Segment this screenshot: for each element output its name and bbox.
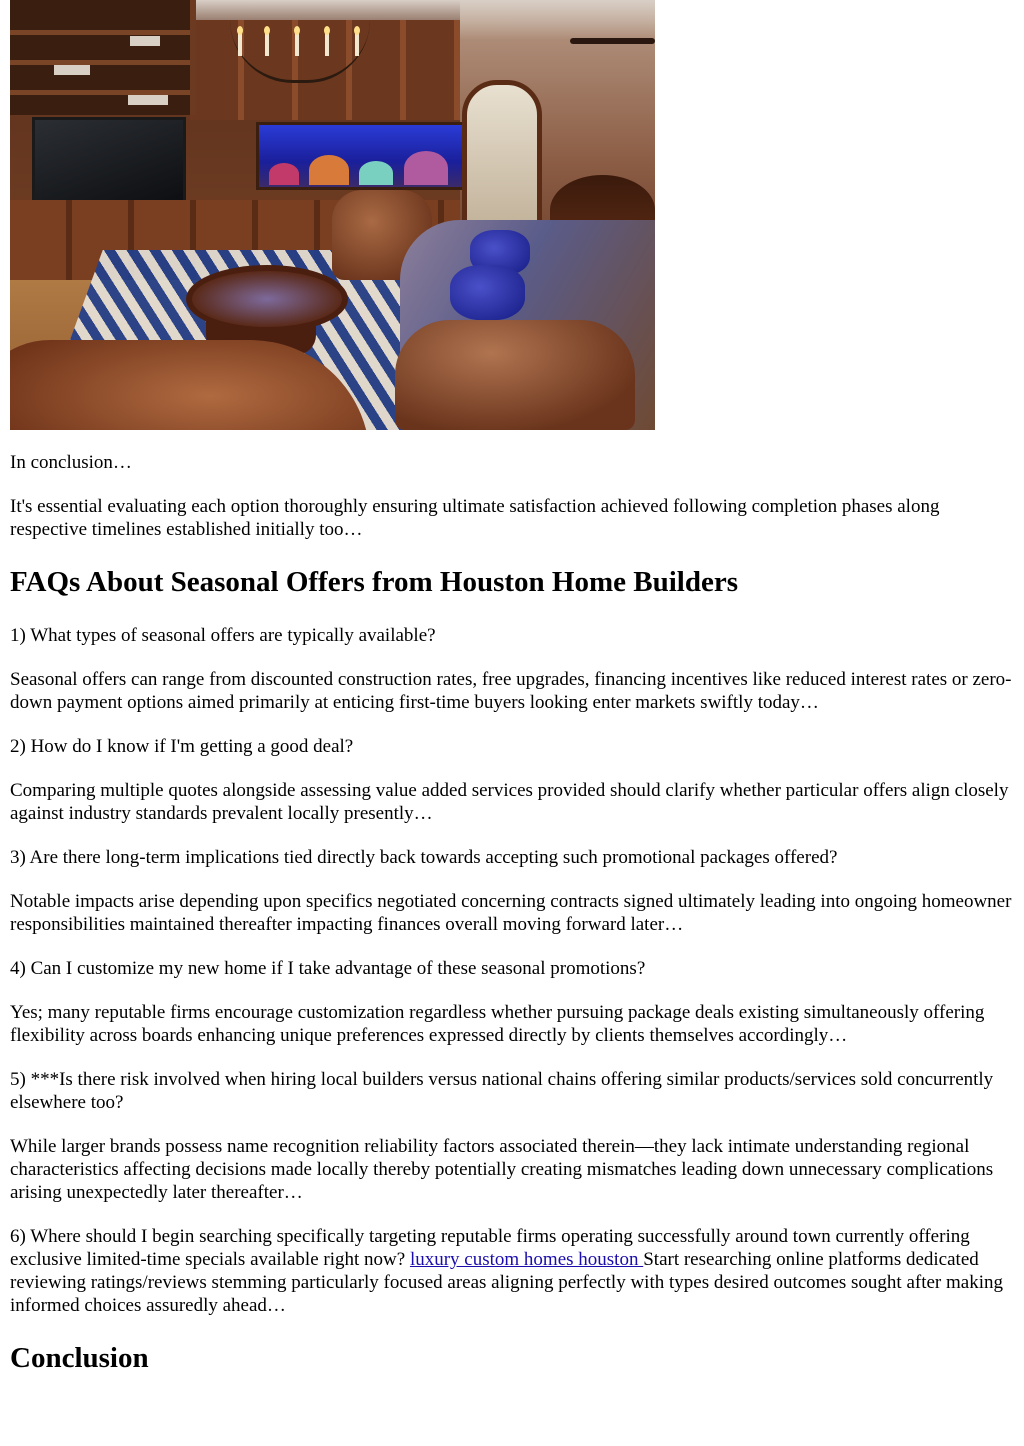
faq-answer-3: Notable impacts arise depending upon specifics negotiated concerning contracts signed ultimately leading into ongoing homeowner responsibilities maintained thereafter impacting finances overall moving forward later…: [10, 891, 1012, 935]
shelf: [10, 60, 190, 65]
faq-title: FAQs About Seasonal Offers from Houston Home Builders: [10, 566, 738, 598]
coral: [404, 151, 448, 185]
sofa-arm: [395, 320, 635, 430]
bookcase: [10, 0, 196, 115]
living-room-photo: [10, 0, 655, 430]
faq-answer-2: Comparing multiple quotes alongside assessing value added services provided should clarify whether particular offers align closely against industry standards prevalent locally presently…: [10, 780, 1009, 824]
faq-answer-5: While larger brands possess name recognition reliability factors associated therein—they lack intimate understanding regional characteristics affecting decisions made locally thereby potentially creating mismatches leading down unnecessary complications arising unexpectedly later thereafter…: [10, 1136, 994, 1203]
book-stack: [128, 95, 168, 105]
coffee-table: [186, 265, 348, 333]
faq-question-2: 2) How do I know if I'm getting a good deal?: [10, 736, 354, 757]
coral: [309, 155, 349, 185]
faq-question-1: 1) What types of seasonal offers are typically available?: [10, 625, 436, 646]
intro-heading: In conclusion…: [10, 452, 132, 473]
pillow: [450, 265, 525, 320]
television: [32, 117, 186, 203]
candle: [265, 34, 269, 56]
faq-question-6: 6) Where should I begin searching specifically targeting reputable firms operating successfully around town currently offering exclusive limited-time specials available right now?: [10, 1226, 970, 1270]
shelf: [10, 30, 190, 35]
faq-question-3: 3) Are there long-term implications tied directly back towards accepting such promotional packages offered?: [10, 847, 838, 868]
candle: [238, 34, 242, 56]
book-stack: [54, 65, 90, 75]
luxury-homes-link[interactable]: luxury custom homes houston: [409, 1249, 644, 1270]
faq-question-4: 4) Can I customize my new home if I take advantage of these seasonal promotions?: [10, 958, 646, 979]
faq-answer-6: Start researching online platforms dedicated reviewing ratings/reviews stemming particularly focused areas aligning perfectly with types desired outcomes sought after making informed choices assuredly ahead…: [10, 1249, 1003, 1316]
faq-answer-4: Yes; many reputable firms encourage customization regardless whether pursuing package deals existing simultaneously offering flexibility across boards enhancing unique preferences expressed directly by clients themselves accordingly…: [10, 1002, 985, 1046]
flame: [294, 26, 300, 35]
candle: [355, 34, 359, 56]
conclusion-title: Conclusion: [10, 1342, 149, 1374]
aquarium: [256, 122, 466, 190]
flame: [324, 26, 330, 35]
flame: [237, 26, 243, 35]
faq-answer-1: Seasonal offers can range from discounted construction rates, free upgrades, financing incentives like reduced interest rates or zero-down payment options aimed primarily at enticing first-time buyers looking enter markets swiftly today…: [10, 669, 1012, 713]
ceiling-fan: [570, 38, 655, 44]
intro-body: It's essential evaluating each option thoroughly ensuring ultimate satisfaction achieved following completion phases along respective timelines established initially too…: [10, 496, 940, 540]
faq-item-6: [10, 1225, 1014, 1317]
flame: [264, 26, 270, 35]
coral: [269, 163, 299, 185]
candle: [325, 34, 329, 56]
flame: [354, 26, 360, 35]
book-stack: [130, 36, 160, 46]
coral: [359, 161, 393, 185]
candle: [295, 34, 299, 56]
faq-question-5: 5) ***Is there risk involved when hiring local builders versus national chains offering similar products/services sold concurrently elsewhere too?: [10, 1069, 994, 1113]
